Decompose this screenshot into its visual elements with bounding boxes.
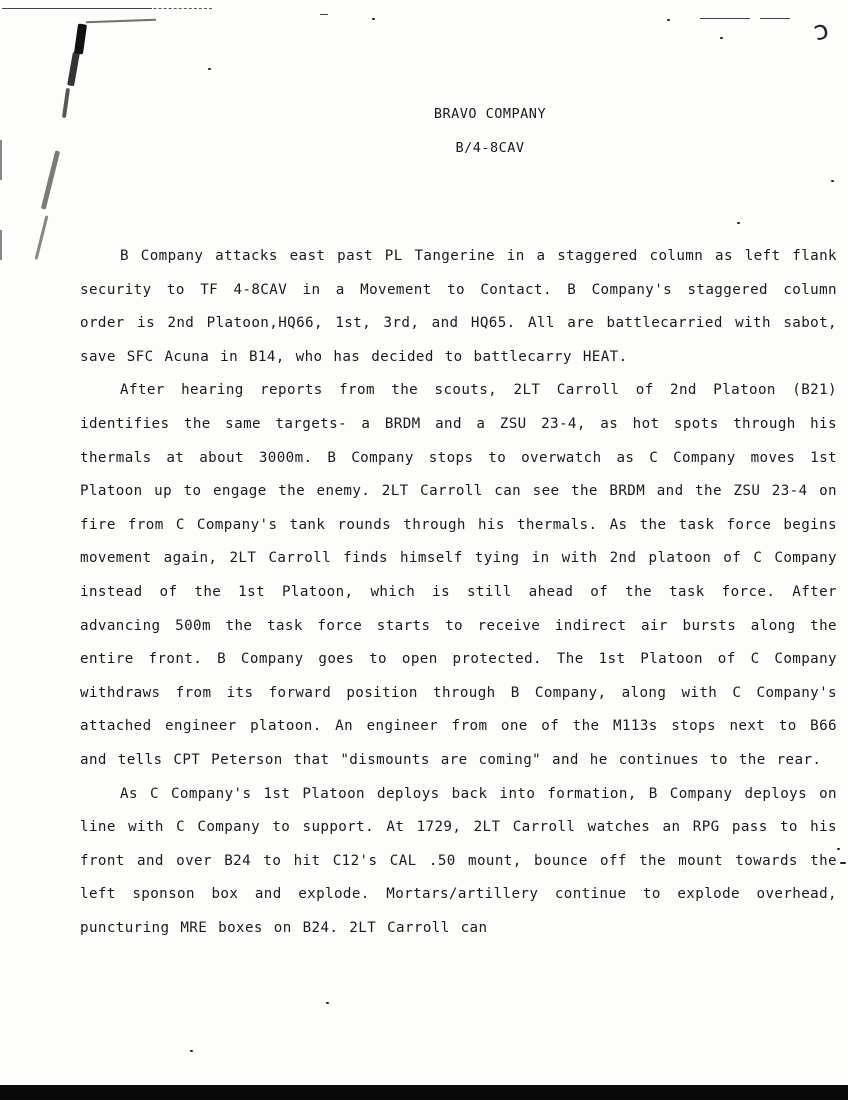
paragraph: B Company attacks east past PL Tangerine in a staggered column as left flank security to TF 4-8CAV in a Movement to Contact. B Company's staggered column order is 2nd Platoon,HQ66, 1st, 3rd, and HQ65. All are battlecarried with sabot, save SFC Acuna in B14, who has decided to battlecarry HEAT. — [80, 248, 837, 365]
margin-tick — [0, 140, 2, 180]
document-title: BRAVO COMPANY — [433, 106, 547, 122]
corner-handwritten-mark: ↄ — [810, 14, 832, 48]
paragraph: As C Company's 1st Platoon deploys back into formation, B Company deploys on line with C Company to support. At 1729, 2LT Carroll watches an RPG pass to his front and over B24 to hit C12's CAL .50 mount, bounce off the mount towards the left sponson box and explode. Mortars/artillery continue to explode overhead, puncturing MRE boxes on B24. 2LT Carroll can — [80, 785, 837, 936]
binding-shadow-mark — [67, 52, 80, 87]
scan-speck — [326, 1002, 329, 1004]
document-subtitle: B/4-8CAV — [455, 140, 525, 156]
scan-speck — [190, 1050, 193, 1052]
scan-speck — [372, 18, 375, 20]
scan-speck — [667, 19, 670, 21]
binding-shadow-mark — [74, 24, 87, 55]
binding-shadow-mark — [35, 215, 49, 259]
scan-speck — [837, 848, 840, 850]
scan-artifact-streak — [86, 19, 156, 23]
binding-shadow-mark — [41, 150, 60, 209]
scan-speck — [720, 37, 723, 39]
paragraph: After hearing reports from the scouts, 2LT Carroll of 2nd Platoon (B21) identifies the same targets- a BRDM and a ZSU 23-4, as hot spots through his thermals at about 3000m. B Company stops to overwatch as C Company moves 1st Platoon up to engage the enemy. 2LT Carroll can see the BRDM and the ZSU 23-4 on fire from C Company's tank rounds through his thermals. As the task force begins movement again, 2LT Carroll finds himself tying in with 2nd platoon of C Company instead of the 1st Platoon, which is still ahead of the task force. After advancing 500m the task force starts to receive indirect air bursts along the entire front. B Company goes to open protected. The 1st Platoon of C Company withdraws from its forward position through B Company, along with C Company's attached engineer platoon. An engineer from one of the M113s stops next to B66 and tells CPT Peterson that "dismounts are coming" and he continues to the rear. — [80, 382, 837, 768]
scan-speck — [840, 862, 846, 864]
scan-speck — [831, 180, 834, 182]
scan-speck — [700, 18, 750, 19]
document-body — [80, 240, 837, 945]
margin-tick — [0, 230, 2, 260]
scan-speck — [208, 68, 211, 70]
scan-artifact-top-rule — [2, 8, 152, 9]
scan-speck — [737, 222, 740, 224]
scan-speck — [760, 18, 790, 19]
scan-bottom-edge — [0, 1085, 848, 1100]
scan-speck — [320, 14, 328, 15]
